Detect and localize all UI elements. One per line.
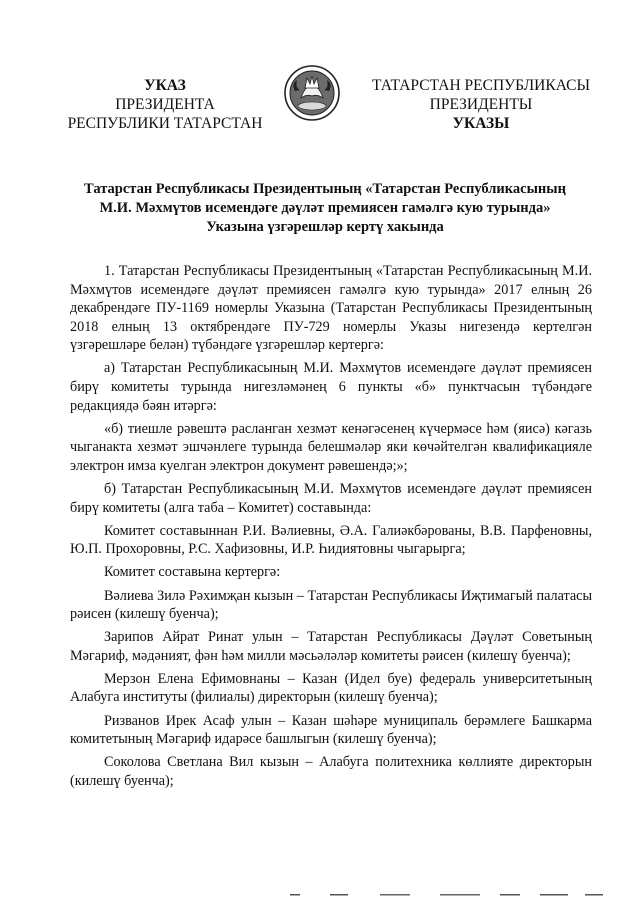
header-right-line1: ТАТАРСТАН РЕСПУБЛИКАСЫ [372,77,590,94]
header-russian [60,76,270,133]
decree-body [70,262,592,795]
paragraph-3: «б) тиешле рәвештә расланган хезмәт кенәгәсенең күчермәсе һәм (яисә) кәгазь чыганакта хезмәт эшчәнлеге турында белешмәләр яки көчәйтелгән квалификацияле электрон имза куелган электрон документ рәвешендә;»; [70,420,592,474]
paragraph-10: Ризванов Ирек Асаф улын – Казан шәһәре муниципаль берәмлеге Башкарма комитетының Мәгариф идарәсе башлыгын (килешү буенча); [70,712,592,748]
decree-title [40,180,610,237]
paragraph-1: 1. Татарстан Республикасы Президентының «Татарстан Республикасының М.И. Мәхмүтов исемендәге дәүләт премиясен гамәлгә кую турында» 2017 елның 26 декабрендәге ПУ-1169 номерлы Указына (Татарстан Республикасы Президентының 2018 елның 13 октябрендәге ПУ-729 номерлы Указы нигезендә кертелгән үзгәрешләре белән) түбәндәге үзгәрешләр кертергә: [70,263,592,354]
title-line1: Татарстан Республикасы Президентының «Татарстан Республикасының [84,181,566,197]
paragraph-8: Зарипов Айрат Ринат улын – Татарстан Республикасы Дәүләт Советының Мәгариф, мәдәният, фән һәм милли мәсьәләләр комитеты рәисен (килешү буенча); [70,629,592,664]
header-right-line3: УКАЗЫ [452,115,510,132]
paragraph-7: Вәлиева Зилә Рәхимҗан кызын – Татарстан Республикасы Иҗтимагый палатасы рәисен (килешү буенча); [70,587,592,623]
paragraph-2: а) Татарстан Республикасының М.И. Мәхмүтов исемендәге дәүләт премиясен бирү комитеты турында нигезләмәнең 6 пункты «б» пунктчасын түбәндәге редакциядә бәян итәргә: [70,360,592,414]
coat-of-arms-icon [283,64,341,122]
paragraph-11: Соколова Светлана Вил кызын – Алабуга политехника көллияте директорын (килешү буенча); [70,754,592,789]
paragraph-6: Комитет составына кертергә: [104,564,281,581]
header-left-line3: РЕСПУБЛИКИ ТАТАРСТАН [67,115,263,132]
paragraph-4: б) Татарстан Республикасының М.И. Мәхмүтов исемендәге дәүләт премиясен бирү комитеты (алга таба – Комитет) составында: [70,481,592,516]
paragraph-5: Комитет составыннан Р.И. Вәлиевны, Ә.А. Галиәкбәрованы, В.В. Парфеновны, Ю.П. Прохоровны, Р.С. Хафизовны, И.Р. Һидиятовны чыгарырга; [70,522,592,558]
scan-noise-marks [290,892,610,898]
header-tatar [358,76,604,133]
paragraph-9: Мерзон Елена Ефимовнаны – Казан (Идел буе) федераль университетының Алабуга институты (филиалы) директорын (килешү буенча); [70,670,592,706]
header-left-line1: УКАЗ [144,77,186,94]
decree-header [40,76,610,146]
header-right-line2: ПРЕЗИДЕНТЫ [429,96,533,113]
header-left-line2: ПРЕЗИДЕНТА [115,96,215,113]
title-line2: М.И. Мәхмүтов исемендәге дәүләт премиясен гамәлгә кую турында» [99,200,551,216]
title-line3: Указына үзгәрешләр кертү хакында [206,219,444,235]
